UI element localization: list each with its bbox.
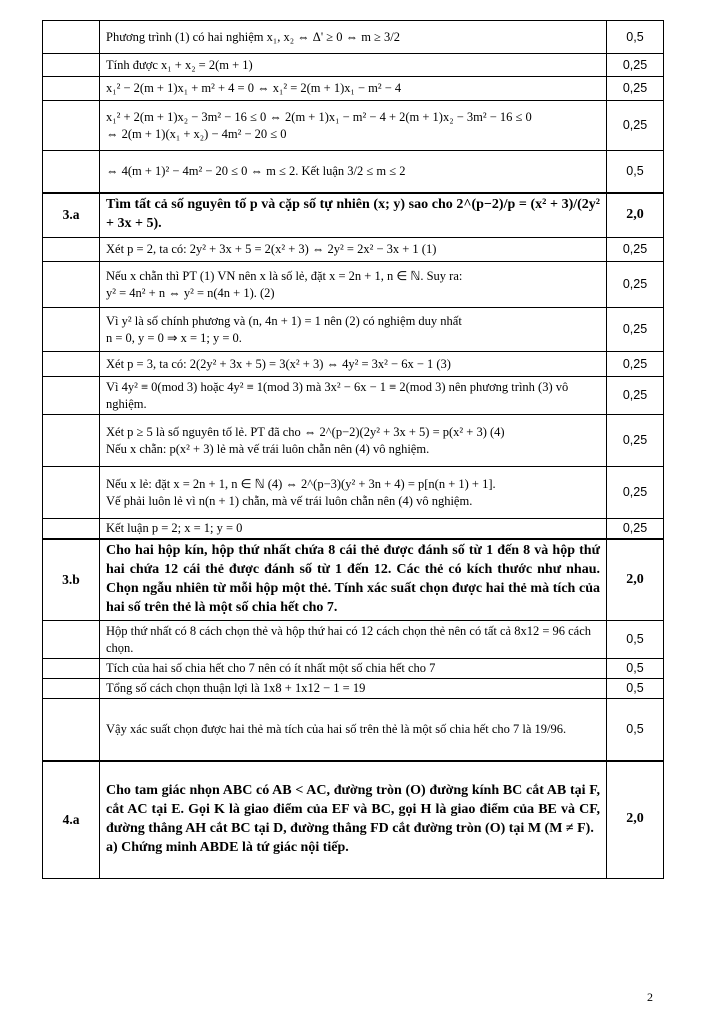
score-cell: 0,5: [607, 679, 664, 699]
question-label: 3.a: [43, 193, 100, 238]
question-label: [43, 415, 100, 467]
answer-row: [43, 699, 664, 761]
answer-row: [43, 621, 664, 659]
score-cell: 2,0: [607, 539, 664, 621]
question-label: [43, 352, 100, 377]
score-cell: 2,0: [607, 761, 664, 879]
text-line: Cho tam giác nhọn ABC có AB < AC, đường tròn (O) đường kính BC cắt AB tại F, cắt AC tại E. Gọi K là giao điểm của EF và BC, gọi H là giao điểm của BE và CF, đường thẳng AH cắt BC tại D, đường thẳng FD cắt đường tròn (O) tại M (M ≠ F).: [106, 783, 600, 836]
text-line: x₁² − 2(m + 1)x₁ + m² + 4 = 0 ⇔ x₁² = 2(m + 1)x₁ − m² − 4: [106, 81, 402, 96]
text-line: Xét p ≥ 5 là số nguyên tố lẻ. PT đã cho ⇔ 2^(p−2)(2y² + 3x + 5) = p(x² + 3) (4): [106, 424, 505, 439]
answer-row: [43, 101, 664, 151]
question-label: [43, 77, 100, 101]
text-line: Tìm tất cả số nguyên tố p và cặp số tự nhiên (x; y) sao cho 2^(p−2)/p = (x² + 3)/(2y² + 3x + 5).: [106, 197, 600, 232]
answer-text: [100, 467, 607, 519]
question-row: [43, 539, 664, 621]
answer-text: [100, 308, 607, 352]
text-line: Cho hai hộp kín, hộp thứ nhất chứa 8 cái thẻ được đánh số từ 1 đến 8 và hộp thứ hai chứa 12 cái thẻ được đánh số từ 1 đến 12. Các thẻ có kích thước như nhau. Chọn ngẫu nhiên từ mỗi hộp một thẻ. Tính xác suất chọn được hai thẻ mà tích của hai số trên thẻ là một số chia hết cho 7.: [106, 543, 600, 616]
question-label: [43, 699, 100, 761]
text-line: ⇔ 4(m + 1)² − 4m² − 20 ≤ 0 ⇔ m ≤ 2. Kết luận 3/2 ≤ m ≤ 2: [106, 163, 406, 178]
answer-row: [43, 238, 664, 262]
score-cell: 0,5: [607, 151, 664, 193]
score-cell: 0,25: [607, 308, 664, 352]
question-text: [100, 761, 607, 879]
question-label: [43, 262, 100, 308]
score-cell: 0,25: [607, 54, 664, 77]
answer-text: [100, 262, 607, 308]
text-line: Vậy xác suất chọn được hai thẻ mà tích của hai số trên thẻ là một số chia hết cho 7 là 19/96.: [106, 721, 567, 736]
question-label: [43, 467, 100, 519]
answer-text: [100, 679, 607, 699]
answer-text: [100, 77, 607, 101]
score-cell: 0,25: [607, 101, 664, 151]
text-line: Nếu x chẵn: p(x² + 3) lẻ mà vế trái luôn chẵn nên (4) vô nghiệm.: [106, 441, 430, 456]
answer-text: [100, 238, 607, 262]
question-row: [43, 193, 664, 238]
score-cell: 0,5: [607, 659, 664, 679]
answer-row: [43, 262, 664, 308]
text-line: Nếu x lẻ: đặt x = 2n + 1, n ∈ ℕ (4) ⇔ 2^(p−3)(y² + 3n + 4) = p[n(n + 1) + 1].: [106, 476, 496, 491]
text-line: Nếu x chẵn thì PT (1) VN nên x là số lẻ, đặt x = 2n + 1, n ∈ ℕ. Suy ra:: [106, 268, 463, 283]
answer-row: [43, 21, 664, 54]
answer-text: [100, 54, 607, 77]
answer-row: [43, 308, 664, 352]
score-cell: 0,25: [607, 467, 664, 519]
text-line: x₁² + 2(m + 1)x₂ − 3m² − 16 ≤ 0 ⇔ 2(m + 1)x₁ − m² − 4 + 2(m + 1)x₂ − 3m² − 16 ≤ 0: [106, 109, 532, 124]
text-line: Hộp thứ nhất có 8 cách chọn thẻ và hộp thứ hai có 12 cách chọn thẻ nên có tất cả 8x12 = 96 cách chọn.: [106, 624, 592, 655]
question-label: [43, 151, 100, 193]
question-label: 4.a: [43, 761, 100, 879]
question-text: [100, 193, 607, 238]
text-line: Vì 4y² ≡ 0(mod 3) hoặc 4y² ≡ 1(mod 3) mà 3x² − 6x − 1 ≡ 2(mod 3) nên phương trình (3) vô nghiệm.: [106, 379, 569, 411]
question-row: [43, 761, 664, 879]
answer-row: [43, 519, 664, 539]
answer-text: [100, 519, 607, 539]
score-cell: 0,5: [607, 21, 664, 54]
score-cell: 0,25: [607, 262, 664, 308]
page-number: 2: [647, 990, 653, 1004]
answer-row: [43, 377, 664, 415]
score-cell: 0,25: [607, 352, 664, 377]
answer-row: [43, 77, 664, 101]
answer-row: [43, 151, 664, 193]
score-cell: 0,25: [607, 377, 664, 415]
text-line: n = 0, y = 0 ⇒ x = 1; y = 0.: [106, 330, 242, 345]
answer-row: [43, 467, 664, 519]
text-line: Vế phải luôn lẻ vì n(n + 1) chẵn, mà vế trái luôn chẵn nên (4) vô nghiệm.: [106, 493, 473, 508]
question-label: [43, 101, 100, 151]
question-label: [43, 621, 100, 659]
question-label: [43, 377, 100, 415]
answer-text: [100, 659, 607, 679]
text-line: Tổng số cách chọn thuận lợi là 1x8 + 1x12 − 1 = 19: [106, 681, 366, 696]
score-cell: 0,25: [607, 238, 664, 262]
score-cell: 0,25: [607, 77, 664, 101]
answer-text: [100, 21, 607, 54]
question-label: [43, 238, 100, 262]
answer-row: [43, 352, 664, 377]
score-cell: 2,0: [607, 193, 664, 238]
text-line: ⇔ 2(m + 1)(x₁ + x₂) − 4m² − 20 ≤ 0: [106, 126, 287, 141]
text-line: a) Chứng minh ABDE là tứ giác nội tiếp.: [106, 839, 349, 855]
question-label: 3.b: [43, 539, 100, 621]
score-cell: 0,25: [607, 415, 664, 467]
answer-text: [100, 151, 607, 193]
question-label: [43, 519, 100, 539]
text-line: Vì y² là số chính phương và (n, 4n + 1) = 1 nên (2) có nghiệm duy nhất: [106, 313, 462, 328]
question-label: [43, 54, 100, 77]
question-label: [43, 21, 100, 54]
question-label: [43, 679, 100, 699]
answer-text: [100, 415, 607, 467]
text-line: Tính được x₁ + x₂ = 2(m + 1): [106, 57, 253, 72]
answer-row: [43, 415, 664, 467]
answer-row: [43, 659, 664, 679]
question-text: [100, 539, 607, 621]
text-line: Xét p = 2, ta có: 2y² + 3x + 5 = 2(x² + 3) ⇔ 2y² = 2x² − 3x + 1 (1): [106, 242, 437, 257]
answer-table: [42, 20, 664, 879]
answer-row: [43, 679, 664, 699]
text-line: Xét p = 3, ta có: 2(2y² + 3x + 5) = 3(x² + 3) ⇔ 4y² = 3x² − 6x − 1 (3): [106, 356, 451, 371]
score-cell: 0,25: [607, 519, 664, 539]
score-cell: 0,5: [607, 699, 664, 761]
answer-text: [100, 621, 607, 659]
question-label: [43, 308, 100, 352]
answer-text: [100, 377, 607, 415]
question-label: [43, 659, 100, 679]
answer-row: [43, 54, 664, 77]
text-line: Tích của hai số chia hết cho 7 nên có ít nhất một số chia hết cho 7: [106, 661, 436, 676]
answer-text: [100, 101, 607, 151]
text-line: y² = 4n² + n ⇔ y² = n(4n + 1). (2): [106, 285, 275, 300]
score-cell: 0,5: [607, 621, 664, 659]
answer-table-body: [43, 21, 664, 879]
text-line: Phương trình (1) có hai nghiệm x₁, x₂ ⇔ Δ' ≥ 0 ⇔ m ≥ 3/2: [106, 29, 401, 44]
text-line: Kết luận p = 2; x = 1; y = 0: [106, 521, 243, 535]
answer-text: [100, 352, 607, 377]
answer-text: [100, 699, 607, 761]
